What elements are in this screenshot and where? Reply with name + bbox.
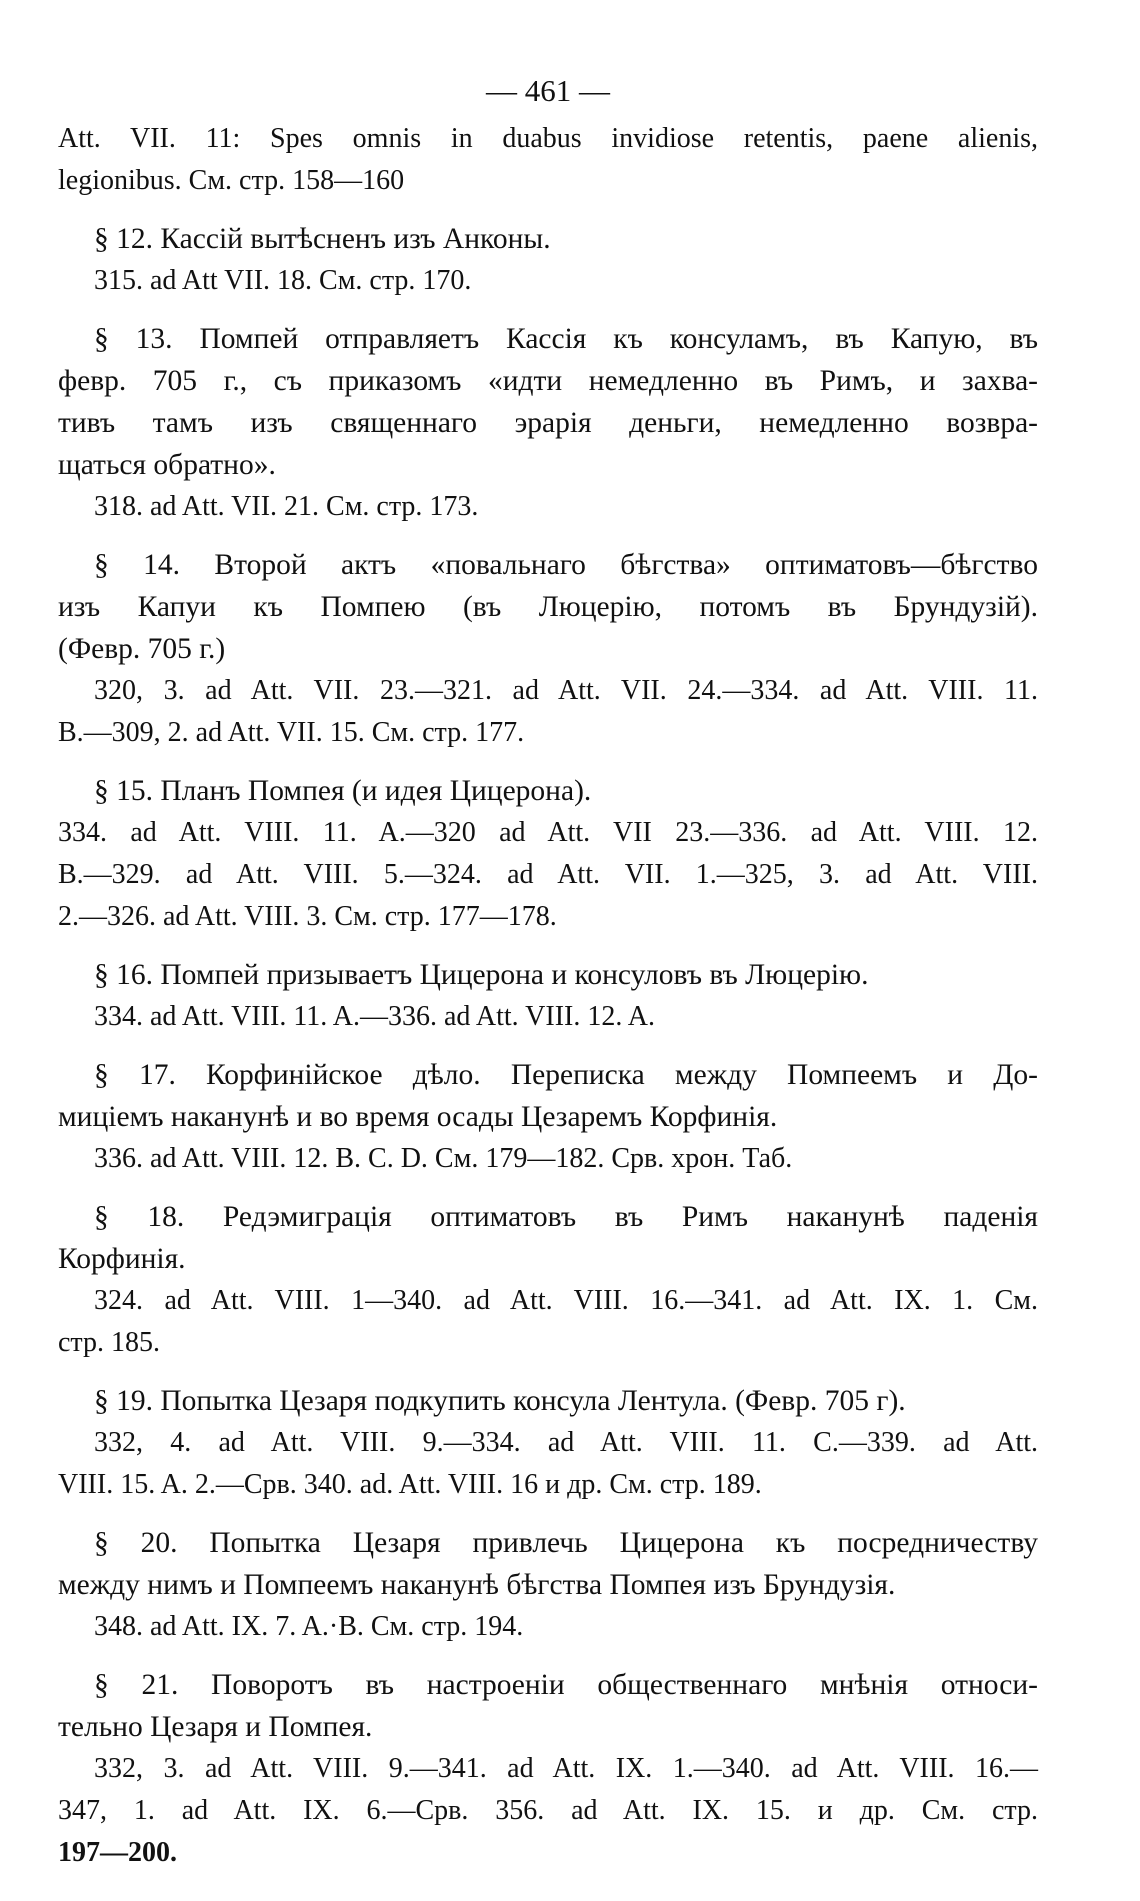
section-heading: § 19. Попытка Цезаря подкупить консула Лентула. (Февр. 705 г). xyxy=(94,1385,906,1417)
page-number: — 461 — xyxy=(486,73,610,108)
reference-line: 334. ad Att. VIII. 11. A.—336. ad Att. VIII. 12. A. xyxy=(94,1001,656,1032)
section-16 xyxy=(58,954,1038,1038)
section-14 xyxy=(58,544,1038,754)
reference-line: 334. ad Att. VIII. 11. A.—320 ad Att. VII 23.—336. ad Att. VIII. 12. xyxy=(58,817,1038,848)
section-heading: § 20. Попытка Цезаря привлечь Цицерона къ посредничеству xyxy=(94,1527,1038,1559)
section-heading: § 14. Второй актъ «повальнаго бѣгства» оптиматовъ—бѣгство xyxy=(94,549,1038,581)
section-heading: § 16. Помпей призываетъ Цицерона и консуловъ въ Люцерію. xyxy=(94,959,869,991)
reference-line: 332, 3. ad Att. VIII. 9.—341. ad Att. IX. 1.—340. ad Att. VIII. 16.— xyxy=(94,1753,1038,1784)
reference-line: 2.—326. ad Att. VIII. 3. См. стр. 177—178. xyxy=(58,901,557,932)
section-heading-line: между нимъ и Помпеемъ наканунѣ бѣгства Помпея изъ Брундузія. xyxy=(58,1569,896,1601)
reference-line: стр. 185. xyxy=(58,1327,161,1358)
section-20 xyxy=(58,1522,1038,1648)
section-heading: § 21. Поворотъ въ настроеніи общественнаго мнѣнія относи- xyxy=(94,1669,1038,1701)
section-15 xyxy=(58,770,1038,938)
reference-line: VIII. 15. A. 2.—Срв. 340. ad. Att. VIII. 16 и др. См. стр. 189. xyxy=(58,1469,762,1500)
section-heading: § 15. Планъ Помпея (и идея Цицерона). xyxy=(94,775,592,807)
reference-line: 336. ad Att. VIII. 12. B. C. D. См. 179—182. Срв. хрон. Таб. xyxy=(94,1143,793,1174)
section-heading: § 17. Корфинійское дѣло. Переписка между Помпеемъ и До- xyxy=(94,1059,1038,1091)
section-heading-line: тельно Цезаря и Помпея. xyxy=(58,1711,373,1743)
reference-line: 197—200. xyxy=(58,1837,177,1868)
reference-line: 320, 3. ad Att. VII. 23.—321. ad Att. VII. 24.—334. ad Att. VIII. 11. xyxy=(94,675,1038,706)
section-heading-line: миціемъ наканунѣ и во время осады Цезаремъ Корфинія. xyxy=(58,1101,778,1133)
section-heading: § 12. Кассій вытѣсненъ изъ Анконы. xyxy=(94,223,551,255)
reference-line: B.—309, 2. ad Att. VII. 15. См. стр. 177. xyxy=(58,717,525,748)
section-17 xyxy=(58,1054,1038,1180)
section-heading-line: изъ Капуи къ Помпею (въ Люцерію, потомъ въ Брундузій). xyxy=(58,591,1038,623)
section-heading-line: щаться обратно». xyxy=(58,449,276,481)
reference-line: B.—329. ad Att. VIII. 5.—324. ad Att. VII. 1.—325, 3. ad Att. VIII. xyxy=(58,859,1038,890)
section-21 xyxy=(58,1664,1038,1874)
section-13 xyxy=(58,318,1038,528)
section-heading: § 18. Редэмиграція оптиматовъ въ Римъ наканунѣ паденія xyxy=(94,1201,1038,1233)
reference-block xyxy=(58,118,1038,202)
reference-line: 347, 1. ad Att. IX. 6.—Срв. 356. ad Att. IX. 15. и др. См. стр. xyxy=(58,1795,1038,1826)
section-heading-line: Корфинія. xyxy=(58,1243,186,1275)
reference-line: 324. ad Att. VIII. 1—340. ad Att. VIII. 16.—341. ad Att. IX. 1. См. xyxy=(94,1285,1038,1316)
reference-line: 348. ad Att. IX. 7. A.·B. См. стр. 194. xyxy=(94,1611,524,1642)
section-12 xyxy=(58,218,1038,302)
section-heading-line: тивъ тамъ изъ священнаго эрарія деньги, немедленно возвра- xyxy=(58,407,1038,439)
reference-line: legionibus. См. стр. 158—160 xyxy=(58,165,405,196)
reference-line: 315. ad Att VII. 18. См. стр. 170. xyxy=(94,265,472,296)
section-19 xyxy=(58,1380,1038,1506)
section-heading-line: (Февр. 705 г.) xyxy=(58,633,226,665)
reference-line: 332, 4. ad Att. VIII. 9.—334. ad Att. VIII. 11. C.—339. ad Att. xyxy=(94,1427,1038,1458)
section-18 xyxy=(58,1196,1038,1364)
reference-line: 318. ad Att. VII. 21. См. стр. 173. xyxy=(94,491,479,522)
section-heading: § 13. Помпей отправляетъ Кассія къ консуламъ, въ Капую, въ xyxy=(94,323,1038,355)
reference-line: Att. VII. 11: Spes omnis in duabus invidiose retentis, paene alienis, xyxy=(58,123,1038,154)
section-heading-line: февр. 705 г., съ приказомъ «идти немедленно въ Римъ, и захва- xyxy=(58,365,1038,397)
